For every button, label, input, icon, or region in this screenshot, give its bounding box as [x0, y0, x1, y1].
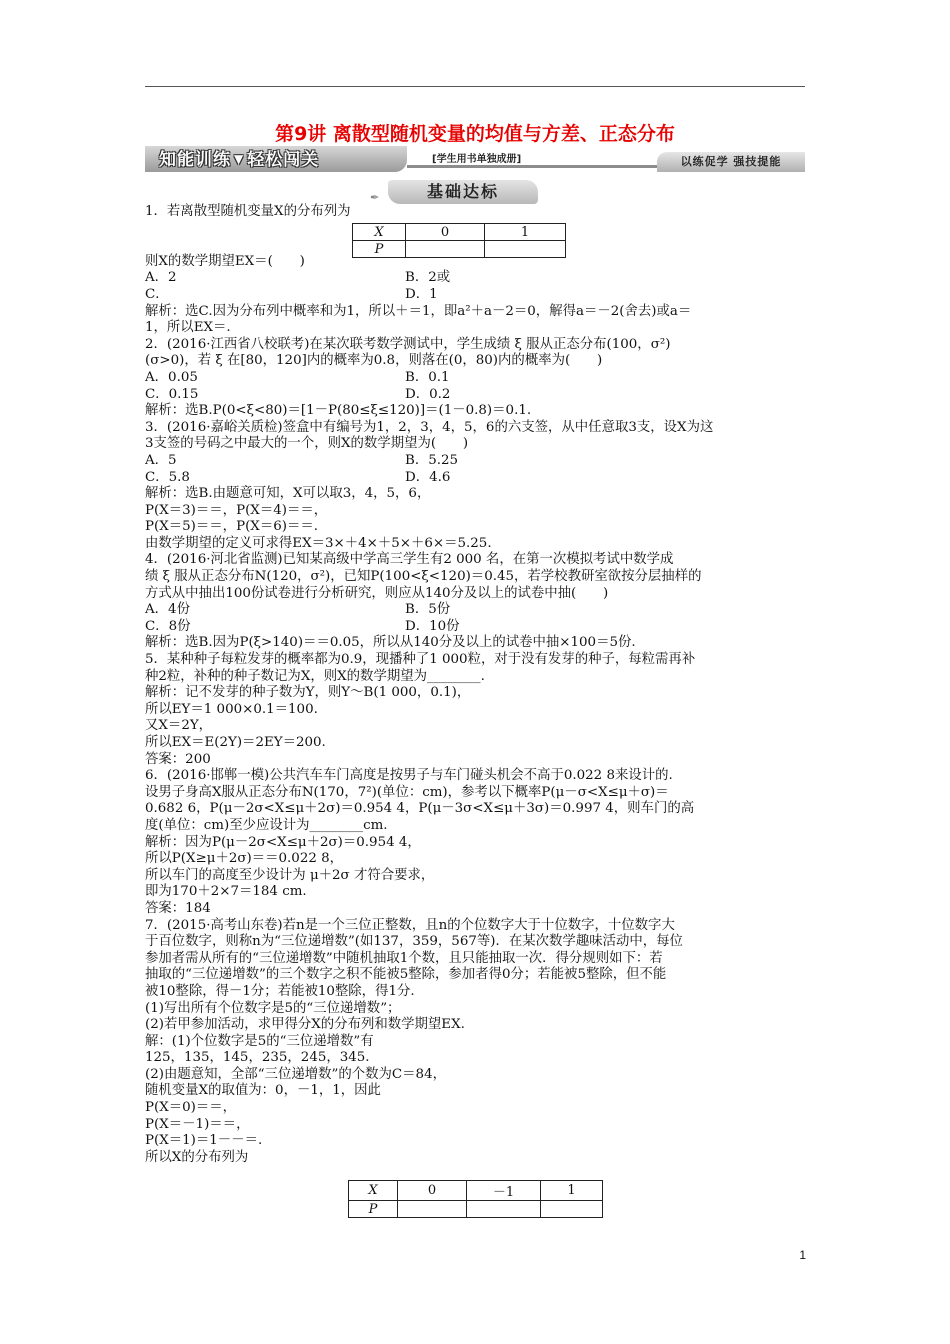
table-cell: X — [353, 224, 406, 241]
text-line: 解析：选B.由题意可知，X可以取3，4，5，6， — [145, 486, 431, 502]
text-line: 度(单位：cm)至少应设计为________cm. — [145, 817, 388, 833]
text-line: 答案：200 — [145, 751, 211, 767]
text-line: 则X的数学期望EX＝( ) — [145, 253, 305, 269]
triangle-icon: ▼ — [234, 152, 245, 166]
text-line: 3支签的号码之中最大的一个，则X的数学期望为( ) — [145, 436, 469, 452]
table-cell — [406, 241, 485, 258]
section-title: 基础达标 — [426, 182, 499, 201]
table-cell — [541, 1201, 603, 1218]
table-cell — [485, 241, 566, 258]
text-line: (1)写出所有个位数字是5的“三位递增数”； — [145, 1000, 401, 1016]
option-text: D．0.2 — [405, 386, 451, 402]
banner — [145, 146, 805, 176]
text-line: 解析：因为P(μ－2σ<X≤μ＋2σ)＝0.954 4， — [145, 834, 421, 850]
text-line: 参加者需从所有的“三位递增数”中随机抽取1个数，且只能抽取一次．得分规则如下：若 — [145, 950, 663, 966]
text-line: 5．某种种子每粒发芽的概率都为0.9，现播种了1 000粒，对于没有发芽的种子，每粒需再补 — [145, 652, 696, 668]
text-line: P(X＝5)＝＝，P(X＝6)＝＝. — [145, 519, 319, 535]
option-text: C．5.8 — [145, 469, 190, 485]
option-text: A．4份 — [145, 602, 190, 618]
option-text: D．1 — [405, 286, 438, 302]
table-cell: 1 — [485, 224, 566, 241]
text-line: 解析：记不发芽的种子数为Y，则Y～B(1 000，0.1)， — [145, 685, 471, 701]
option-text: C． — [145, 286, 169, 302]
text-line: 被10整除，得－1分；若能被10整除，得1分. — [145, 983, 415, 999]
banner-subtitle: [学生用书单独成册] — [432, 154, 522, 165]
page-number: 1 — [799, 1248, 806, 1262]
text-line: 2．(2016·江西省八校联考)在某次联考数学测试中，学生成绩 ξ 服从正态分布(100，σ²) — [145, 336, 671, 352]
text-line: P(X＝1)＝1－－＝. — [145, 1133, 263, 1149]
text-line: 又X＝2Y， — [145, 718, 213, 734]
text-line: 由数学期望的定义可求得EX＝3×＋4×＋5×＋6×＝5.25. — [145, 535, 492, 551]
text-line: (σ>0)，若 ξ 在[80，120]内的概率为0.8，则落在(0，80)内的概率为( ) — [145, 353, 603, 369]
table-cell — [398, 1201, 467, 1218]
top-rule — [145, 86, 805, 87]
option-row — [145, 270, 810, 287]
feather-icon: ✒ — [370, 191, 382, 204]
banner-right: 以练促学 强技提能 — [657, 152, 805, 172]
text-line: 答案：184 — [145, 900, 211, 916]
text-line: 所以车门的高度至少设计为 μ＋2σ 才符合要求， — [145, 867, 435, 883]
text-line: P(X＝0)＝＝， — [145, 1100, 237, 1116]
option-row — [145, 602, 810, 619]
table-cell: 0 — [406, 224, 485, 241]
text-line: 7．(2015·高考山东卷)若n是一个三位正整数，且n的个位数字大于十位数字，十位数字大 — [145, 917, 675, 933]
banner-left-a: 知能训练 — [159, 150, 231, 170]
banner-left — [145, 146, 407, 172]
text-line: 抽取的“三位递增数”的三个数字之积不能被5整除，参加者得0分；若能被5整除，但不能 — [145, 967, 667, 983]
option-text: A．2 — [145, 270, 177, 286]
option-row — [145, 619, 810, 636]
text-line: 3．(2016·嘉峪关质检)签盒中有编号为1，2，3，4，5，6的六支签，从中任意取3支，设X为这 — [145, 419, 714, 435]
option-text: B．0.1 — [405, 369, 450, 385]
text-line: 绩 ξ 服从正态分布N(120，σ²)，已知P(100<ξ<120)＝0.45，若学校教研室欲按分层抽样的 — [145, 569, 702, 585]
text-line: P(X＝－1)＝＝， — [145, 1116, 250, 1132]
text-line: 1．若离散型随机变量X的分布列为 — [145, 204, 351, 219]
text-line: 1，所以EX＝. — [145, 320, 231, 336]
option-row — [145, 370, 810, 387]
table-cell: X — [349, 1181, 398, 1201]
option-text: B．5份 — [405, 602, 451, 618]
text-line: (2)由题意知，全部“三位递增数”的个数为C＝84， — [145, 1066, 446, 1082]
text-line: 所以X的分布列为 — [145, 1149, 249, 1165]
option-text: B．5.25 — [405, 452, 459, 468]
text-line: 种2粒，补种的种子数记为X，则X的数学期望为________. — [145, 668, 485, 684]
document-body — [145, 204, 810, 1166]
table-cell: 0 — [398, 1181, 467, 1201]
text-line: 所以P(X≥μ＋2σ)＝＝0.022 8， — [145, 851, 344, 867]
text-line: 0.682 6，P(μ－2σ<X≤μ＋2σ)＝0.954 4，P(μ－3σ<X≤μ＋3σ)＝0.997 4，则车门的高 — [145, 801, 695, 817]
option-row — [145, 470, 810, 487]
page-title: 第9讲 离散型随机变量的均值与方差、正态分布 — [275, 123, 675, 145]
banner-divider — [407, 165, 657, 168]
table-cell: P — [353, 241, 406, 258]
text-line: 即为170＋2×7＝184 cm. — [145, 884, 307, 900]
text-line: 4．(2016·河北省监测)已知某高级中学高三学生有2 000 名，在第一次模拟考试中数学成 — [145, 552, 674, 568]
option-row — [145, 287, 810, 304]
section-header — [370, 180, 538, 204]
table-cell — [467, 1201, 541, 1218]
table-cell: P — [349, 1201, 398, 1218]
text-line: 解析：选B.因为P(ξ>140)＝＝0.05，所以从140分及以上的试卷中抽×100＝5份. — [145, 635, 636, 651]
banner-left-b: 轻松闯关 — [247, 150, 320, 170]
distribution-table-1 — [352, 223, 566, 258]
table-cell: －1 — [467, 1181, 541, 1201]
text-line: 所以EY＝1 000×0.1＝100. — [145, 701, 318, 717]
text-line: (2)若甲参加活动，求甲得分X的分布列和数学期望EX. — [145, 1017, 465, 1033]
text-line: P(X＝3)＝＝，P(X＝4)＝＝， — [145, 502, 328, 518]
option-text: A．0.05 — [145, 369, 198, 385]
option-text: D．10份 — [405, 618, 460, 634]
option-row — [145, 387, 810, 404]
text-line: 方式从中抽出100份试卷进行分析研究，则应从140分及以上的试卷中抽( ) — [145, 585, 609, 601]
text-line: 解析：选C.因为分布列中概率和为1，所以＋＝1，即a²＋a－2＝0，解得a＝－2(舍去)或a＝ — [145, 303, 692, 319]
text-line: 解析：选B.P(0<ξ<80)＝[1－P(80≤ξ≤120)]＝(1－0.8)＝0.1. — [145, 403, 532, 419]
option-text: C．8份 — [145, 618, 191, 634]
option-text: C．0.15 — [145, 386, 199, 402]
option-row — [145, 453, 810, 470]
text-line: 随机变量X的取值为：0，－1，1，因此 — [145, 1083, 381, 1099]
option-text: A．5 — [145, 452, 177, 468]
text-line: 解：(1)个位数字是5的“三位递增数”有 — [145, 1033, 374, 1049]
text-line: 125，135，145，235，245，345. — [145, 1050, 370, 1066]
text-line: 设男子身高X服从正态分布N(170，7²)(单位：cm)，参考以下概率P(μ－σ<X≤μ＋σ)＝ — [145, 784, 669, 800]
text-line: 6．(2016·邯郸一模)公共汽车车门高度是按男子与车门碰头机会不高于0.022 8来设计的. — [145, 768, 673, 784]
distribution-table-2 — [348, 1180, 603, 1218]
option-text: B．2或 — [405, 270, 451, 286]
table-cell: 1 — [541, 1181, 603, 1201]
text-line: 于百位数字，则称n为“三位递增数”(如137，359，567等)．在某次数学趣味活动中，每位 — [145, 934, 683, 950]
text-line: 所以EX＝E(2Y)＝2EY＝200. — [145, 735, 326, 750]
option-text: D．4.6 — [405, 469, 451, 485]
